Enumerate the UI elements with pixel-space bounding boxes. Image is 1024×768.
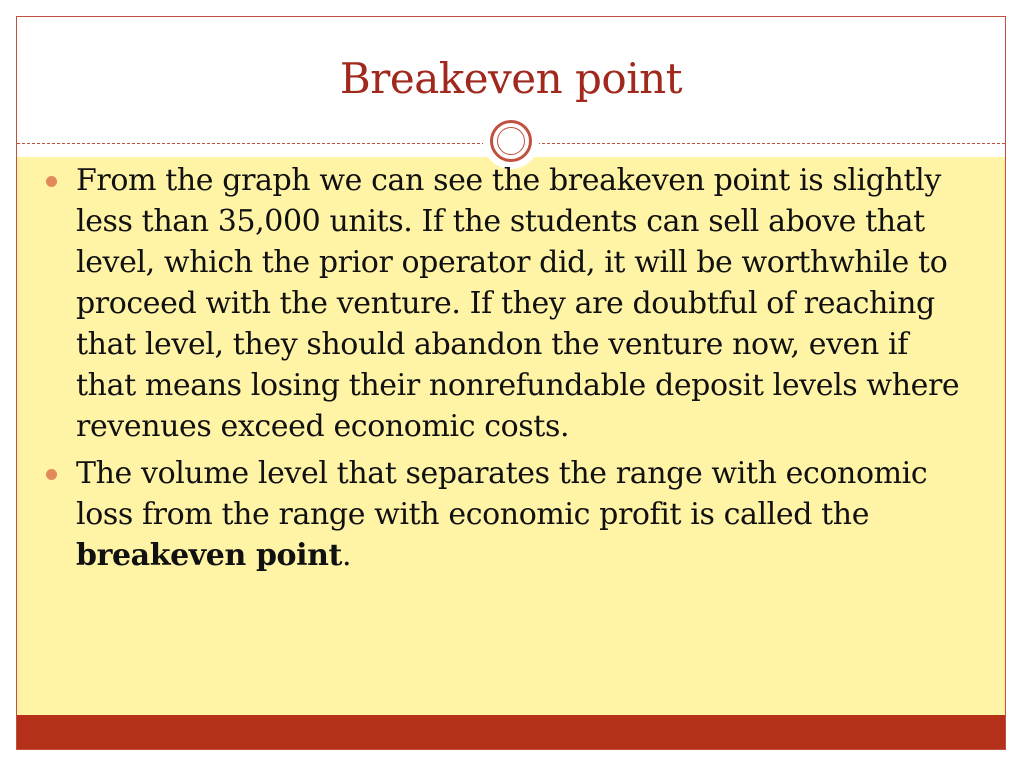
ornament-inner-ring: [497, 127, 525, 155]
round-bullet-icon: [46, 176, 57, 187]
footer-bar: [17, 715, 1005, 749]
bullet-text: From the graph we can see the breakeven point is slightly less than 35,000 units. If the students can sell above that level, which the prior operator did, it will be worthwhile to proceed with the venture. If they are doubtful of reaching that level, they should abandon the venture now, even if that means losing their nonrefundable deposit levels where revenues exceed economic costs.: [76, 163, 960, 444]
bullet-text-plain: The volume level that separates the range with economic loss from the range with economic profit is called the: [76, 456, 928, 532]
bullet-text: [76, 456, 927, 573]
bullet-item: [58, 453, 968, 576]
slide-title: Breakeven point: [339, 54, 683, 103]
round-bullet-icon: [46, 469, 57, 480]
bullet-text-bold-term: breakeven point: [76, 538, 343, 573]
ornament-outer-ring: [490, 120, 532, 162]
bullet-text-end: .: [342, 538, 352, 573]
bullet-list: [58, 160, 968, 582]
bullet-item: [58, 160, 968, 447]
